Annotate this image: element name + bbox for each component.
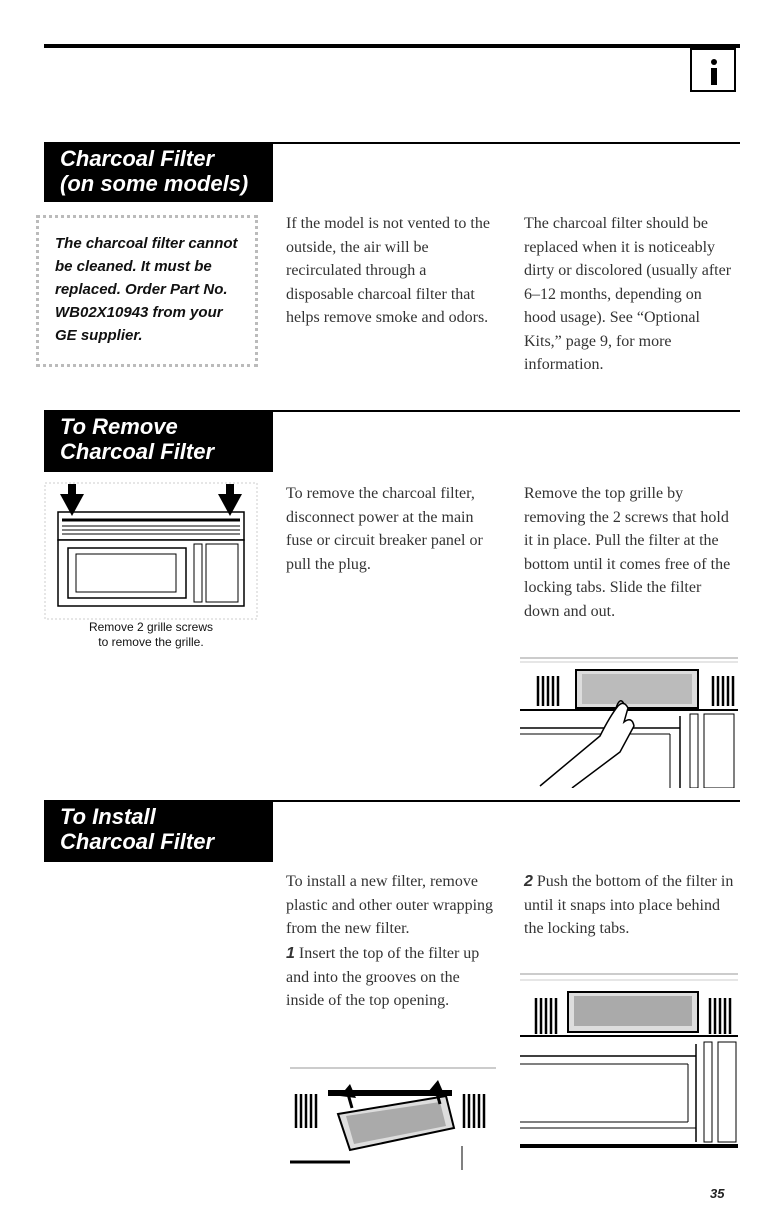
section-rule: [273, 800, 740, 802]
paragraph-replace-when: The charcoal filter should be replaced when it is noticeably dirty or discolored (usually after 6–12 months, depending on hood usage). See “Optional Kits,” page 9, for more information.: [524, 215, 732, 373]
step-1: [286, 942, 498, 1013]
step-2-text: Push the bottom of the filter in until it snaps into place behind the locking tabs.: [524, 873, 734, 937]
filter-snap-illustration: [520, 972, 738, 1152]
section-rule: [273, 410, 740, 412]
paragraph-remove-grille: Remove the top grille by removing the 2 screws that hold it in place. Pull the filter at the bottom until it comes free of the locking tabs. Slide the filter down and out.: [524, 485, 731, 620]
filter-removal-illustration: [520, 656, 738, 788]
section-heading-install-filter: To Install Charcoal Filter: [44, 800, 273, 862]
step-1-text: Insert the top of the filter up and into the grooves on the inside of the top opening.: [286, 945, 480, 1009]
top-rule: [44, 44, 740, 48]
paragraph-disconnect-power: To remove the charcoal filter, disconnect power at the main fuse or circuit breaker panel or pull the plug.: [286, 485, 483, 573]
page-number: 35: [710, 1186, 725, 1201]
step-2-number: 2: [524, 873, 533, 890]
paragraph-install-intro: To install a new filter, remove plastic and other outer wrapping from the new filter.: [286, 873, 494, 937]
section-heading-remove-filter: To Remove Charcoal Filter: [44, 410, 273, 472]
info-icon: [690, 48, 736, 92]
replacement-note: The charcoal filter cannot be cleaned. It must be replaced. Order Part No. WB02X10943 from your GE supplier.: [36, 215, 258, 367]
step-1-number: 1: [286, 945, 295, 962]
section-rule: [273, 142, 740, 144]
step-2: [524, 870, 734, 941]
paragraph-not-vented: If the model is not vented to the outside, the air will be recirculated through a disposable charcoal filter that helps remove smoke and odors.: [286, 215, 490, 326]
grille-screws-caption: Remove 2 grille screws to remove the grille.: [88, 620, 214, 649]
section-heading-charcoal-filter: Charcoal Filter (on some models): [44, 142, 273, 202]
microwave-grille-illustration: [44, 482, 258, 622]
filter-insert-illustration: [290, 1066, 496, 1170]
